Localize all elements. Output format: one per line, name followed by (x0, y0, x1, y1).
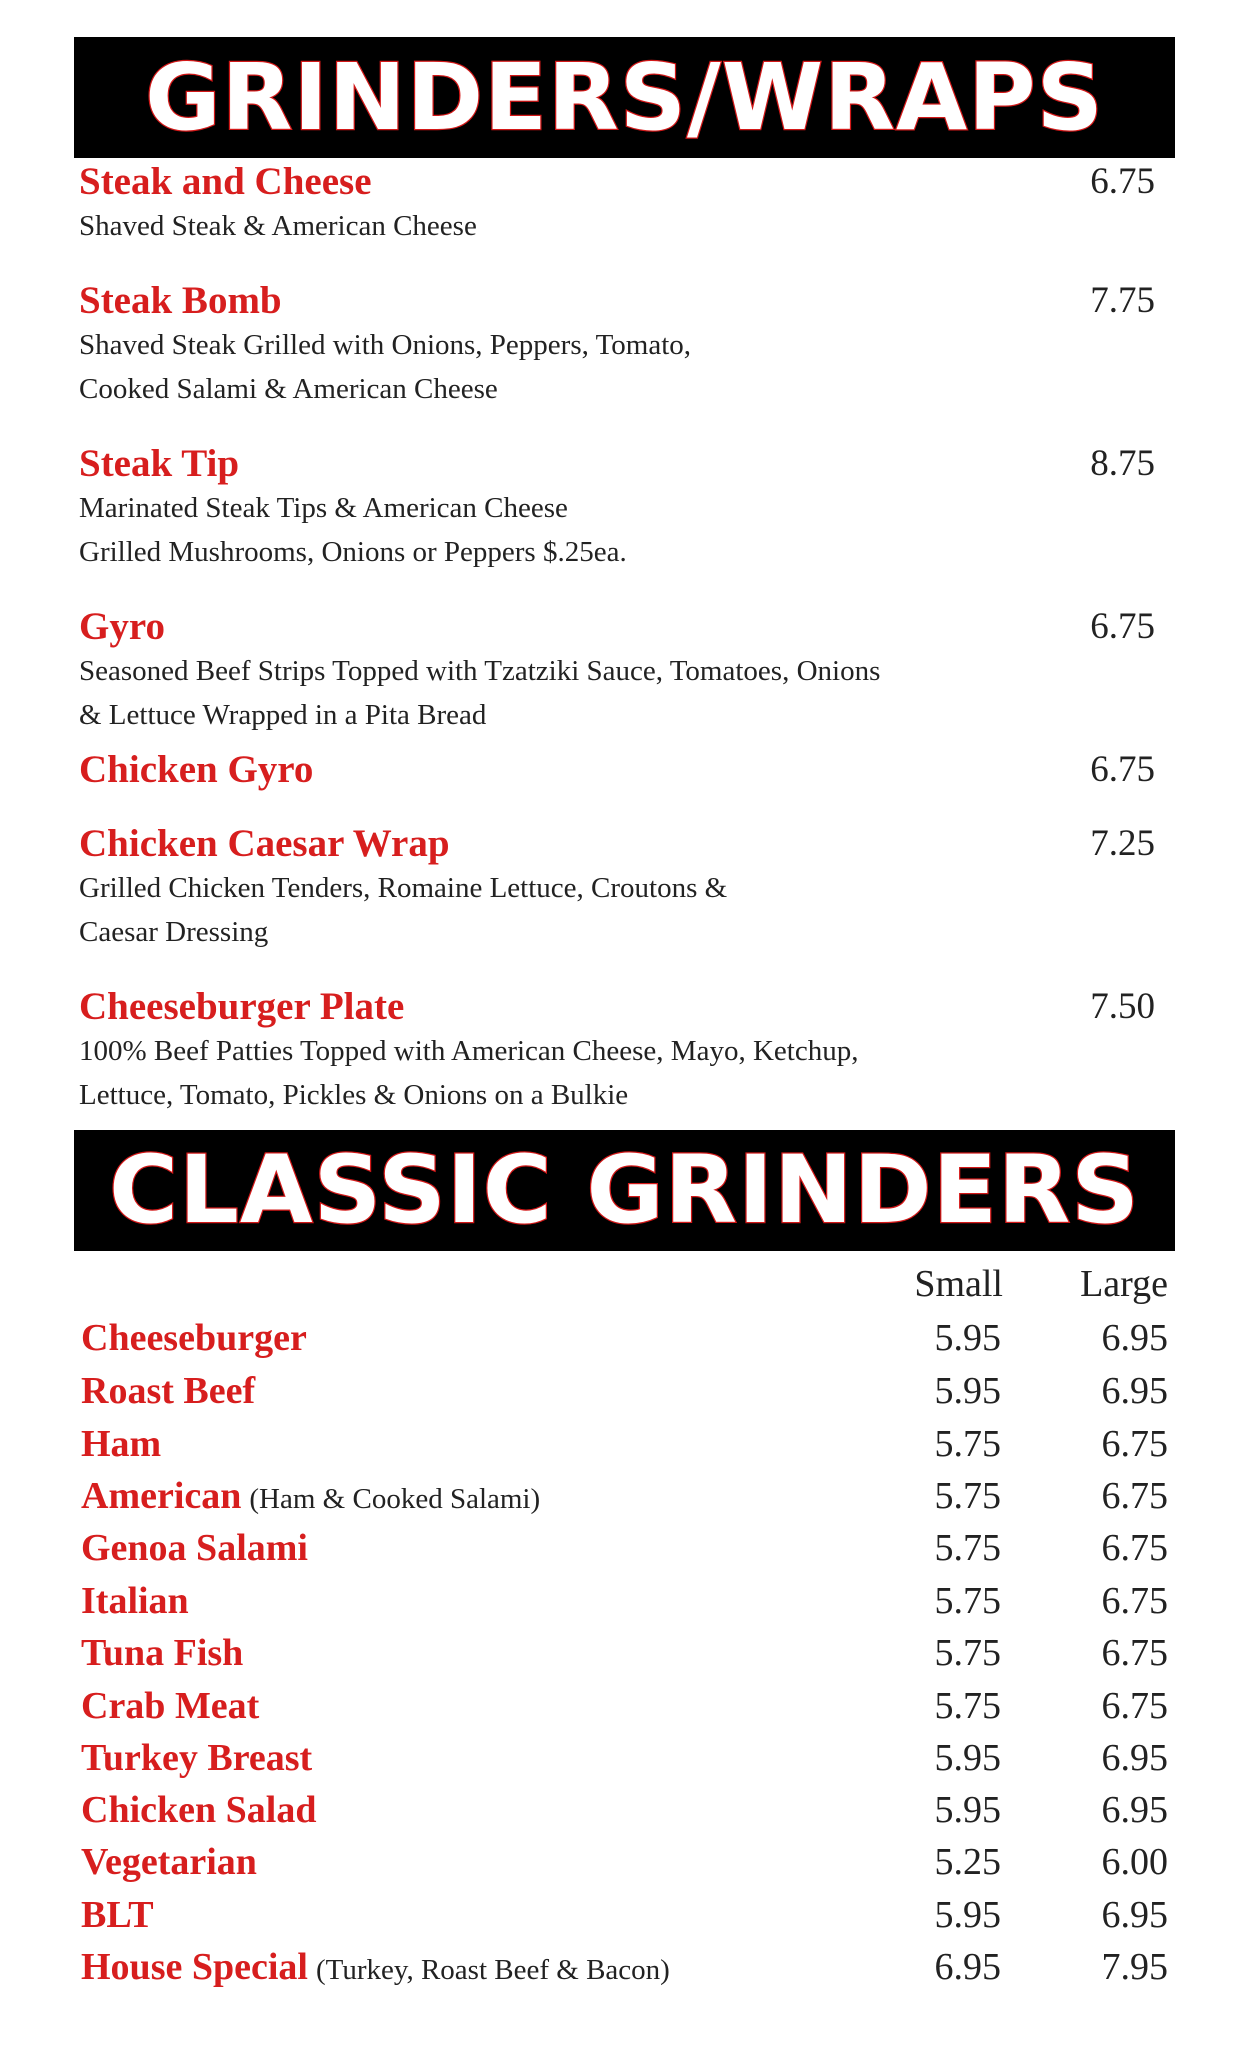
price-small: 5.25 (934, 1841, 1001, 1883)
price-large: 6.95 (1101, 1370, 1168, 1412)
item-name: Chicken Caesar Wrap (79, 822, 450, 865)
price-row (81, 1522, 1168, 1574)
row-name: Vegetarian (81, 1841, 257, 1883)
item-price: 6.75 (1090, 161, 1155, 202)
price-small: 5.75 (934, 1423, 1001, 1465)
item-name: Steak Bomb (79, 279, 282, 322)
price-large: 6.95 (1101, 1789, 1168, 1831)
price-large: 7.95 (1101, 1946, 1168, 1988)
price-small: 5.75 (934, 1632, 1001, 1674)
price-large: 6.75 (1101, 1475, 1168, 1517)
price-large: 6.75 (1101, 1527, 1168, 1569)
item-description: Marinated Steak Tips & American Cheese Grilled Mushrooms, Onions or Peppers $.25ea. (79, 492, 627, 568)
price-large: 6.75 (1101, 1580, 1168, 1622)
row-name: Ham (81, 1423, 162, 1465)
price-row (81, 1889, 1168, 1941)
row-name: Italian (81, 1580, 189, 1622)
price-small: 5.95 (934, 1317, 1001, 1359)
item-description: Shaved Steak Grilled with Onions, Peppers, Tomato, Cooked Salami & American Cheese (79, 329, 692, 405)
item-price: 7.75 (1090, 280, 1155, 321)
section-title: GRINDERS/WRAPS (145, 43, 1104, 151)
item-price: 6.75 (1090, 749, 1155, 790)
price-small: 5.95 (934, 1370, 1001, 1412)
menu-item (79, 822, 1155, 954)
item-description: Seasoned Beef Strips Topped with Tzatziki Sauce, Tomatoes, Onions & Lettuce Wrapped in a Pita Bread (79, 655, 881, 731)
price-large: 6.95 (1101, 1894, 1168, 1936)
row-name: Cheeseburger (81, 1317, 307, 1359)
menu-item (79, 748, 1155, 792)
item-price: 7.50 (1090, 986, 1155, 1027)
row-name: Crab Meat (81, 1685, 260, 1727)
price-large: 6.95 (1101, 1737, 1168, 1779)
item-name: Steak Tip (79, 442, 240, 485)
price-row (81, 1312, 1168, 1364)
item-price: 8.75 (1090, 443, 1155, 484)
item-price: 6.75 (1090, 606, 1155, 647)
row-name: House Special (81, 1946, 308, 1988)
item-name: Gyro (79, 605, 165, 648)
menu-item (79, 985, 1155, 1117)
price-large: 6.00 (1101, 1841, 1168, 1883)
item-name: Chicken Gyro (79, 748, 314, 791)
row-name: American (81, 1475, 242, 1517)
price-row (81, 1365, 1168, 1417)
menu-item (79, 160, 1155, 248)
menu-item (79, 605, 1155, 737)
price-row (81, 1784, 1168, 1836)
price-small: 5.95 (934, 1737, 1001, 1779)
price-small: 5.75 (934, 1475, 1001, 1517)
price-large: 6.75 (1101, 1685, 1168, 1727)
row-name: Genoa Salami (81, 1527, 308, 1569)
section-title: CLASSIC GRINDERS (109, 1135, 1140, 1245)
price-large: 6.75 (1101, 1423, 1168, 1465)
price-small: 5.95 (934, 1789, 1001, 1831)
price-row (81, 1941, 1168, 1993)
price-large: 6.75 (1101, 1632, 1168, 1674)
section-banner-classic-grinders (74, 1130, 1175, 1251)
price-row (81, 1418, 1168, 1470)
row-name: Chicken Salad (81, 1789, 317, 1831)
price-small: 5.75 (934, 1580, 1001, 1622)
column-header-large: Large (1080, 1263, 1168, 1305)
price-row (81, 1470, 1168, 1522)
item-name: Cheeseburger Plate (79, 985, 405, 1028)
row-note: (Ham & Cooked Salami) (249, 1483, 541, 1515)
price-small: 5.95 (934, 1894, 1001, 1936)
menu-item (79, 442, 1155, 574)
row-name: Roast Beef (81, 1370, 256, 1412)
column-header-small: Small (914, 1263, 1003, 1305)
row-name: Tuna Fish (81, 1632, 244, 1674)
price-row (81, 1732, 1168, 1784)
price-small: 6.95 (934, 1946, 1001, 1988)
item-price: 7.25 (1090, 823, 1155, 864)
item-description: Grilled Chicken Tenders, Romaine Lettuce, Croutons & Caesar Dressing (79, 872, 728, 948)
price-row (81, 1680, 1168, 1732)
price-row (81, 1836, 1168, 1888)
row-name: BLT (81, 1894, 154, 1936)
price-row (81, 1575, 1168, 1627)
price-large: 6.95 (1101, 1317, 1168, 1359)
menu-item (79, 279, 1155, 411)
item-name: Steak and Cheese (79, 160, 372, 203)
row-name: Turkey Breast (81, 1737, 313, 1779)
item-description: 100% Beef Patties Topped with American Cheese, Mayo, Ketchup, Lettuce, Tomato, Pickles & Onions on a Bulkie (79, 1035, 859, 1111)
item-description: Shaved Steak & American Cheese (79, 210, 477, 242)
row-note: (Turkey, Roast Beef & Bacon) (315, 1954, 670, 1986)
price-row (81, 1627, 1168, 1679)
price-small: 5.75 (934, 1527, 1001, 1569)
section-banner-grinders-wraps (74, 37, 1175, 158)
price-small: 5.75 (934, 1685, 1001, 1727)
